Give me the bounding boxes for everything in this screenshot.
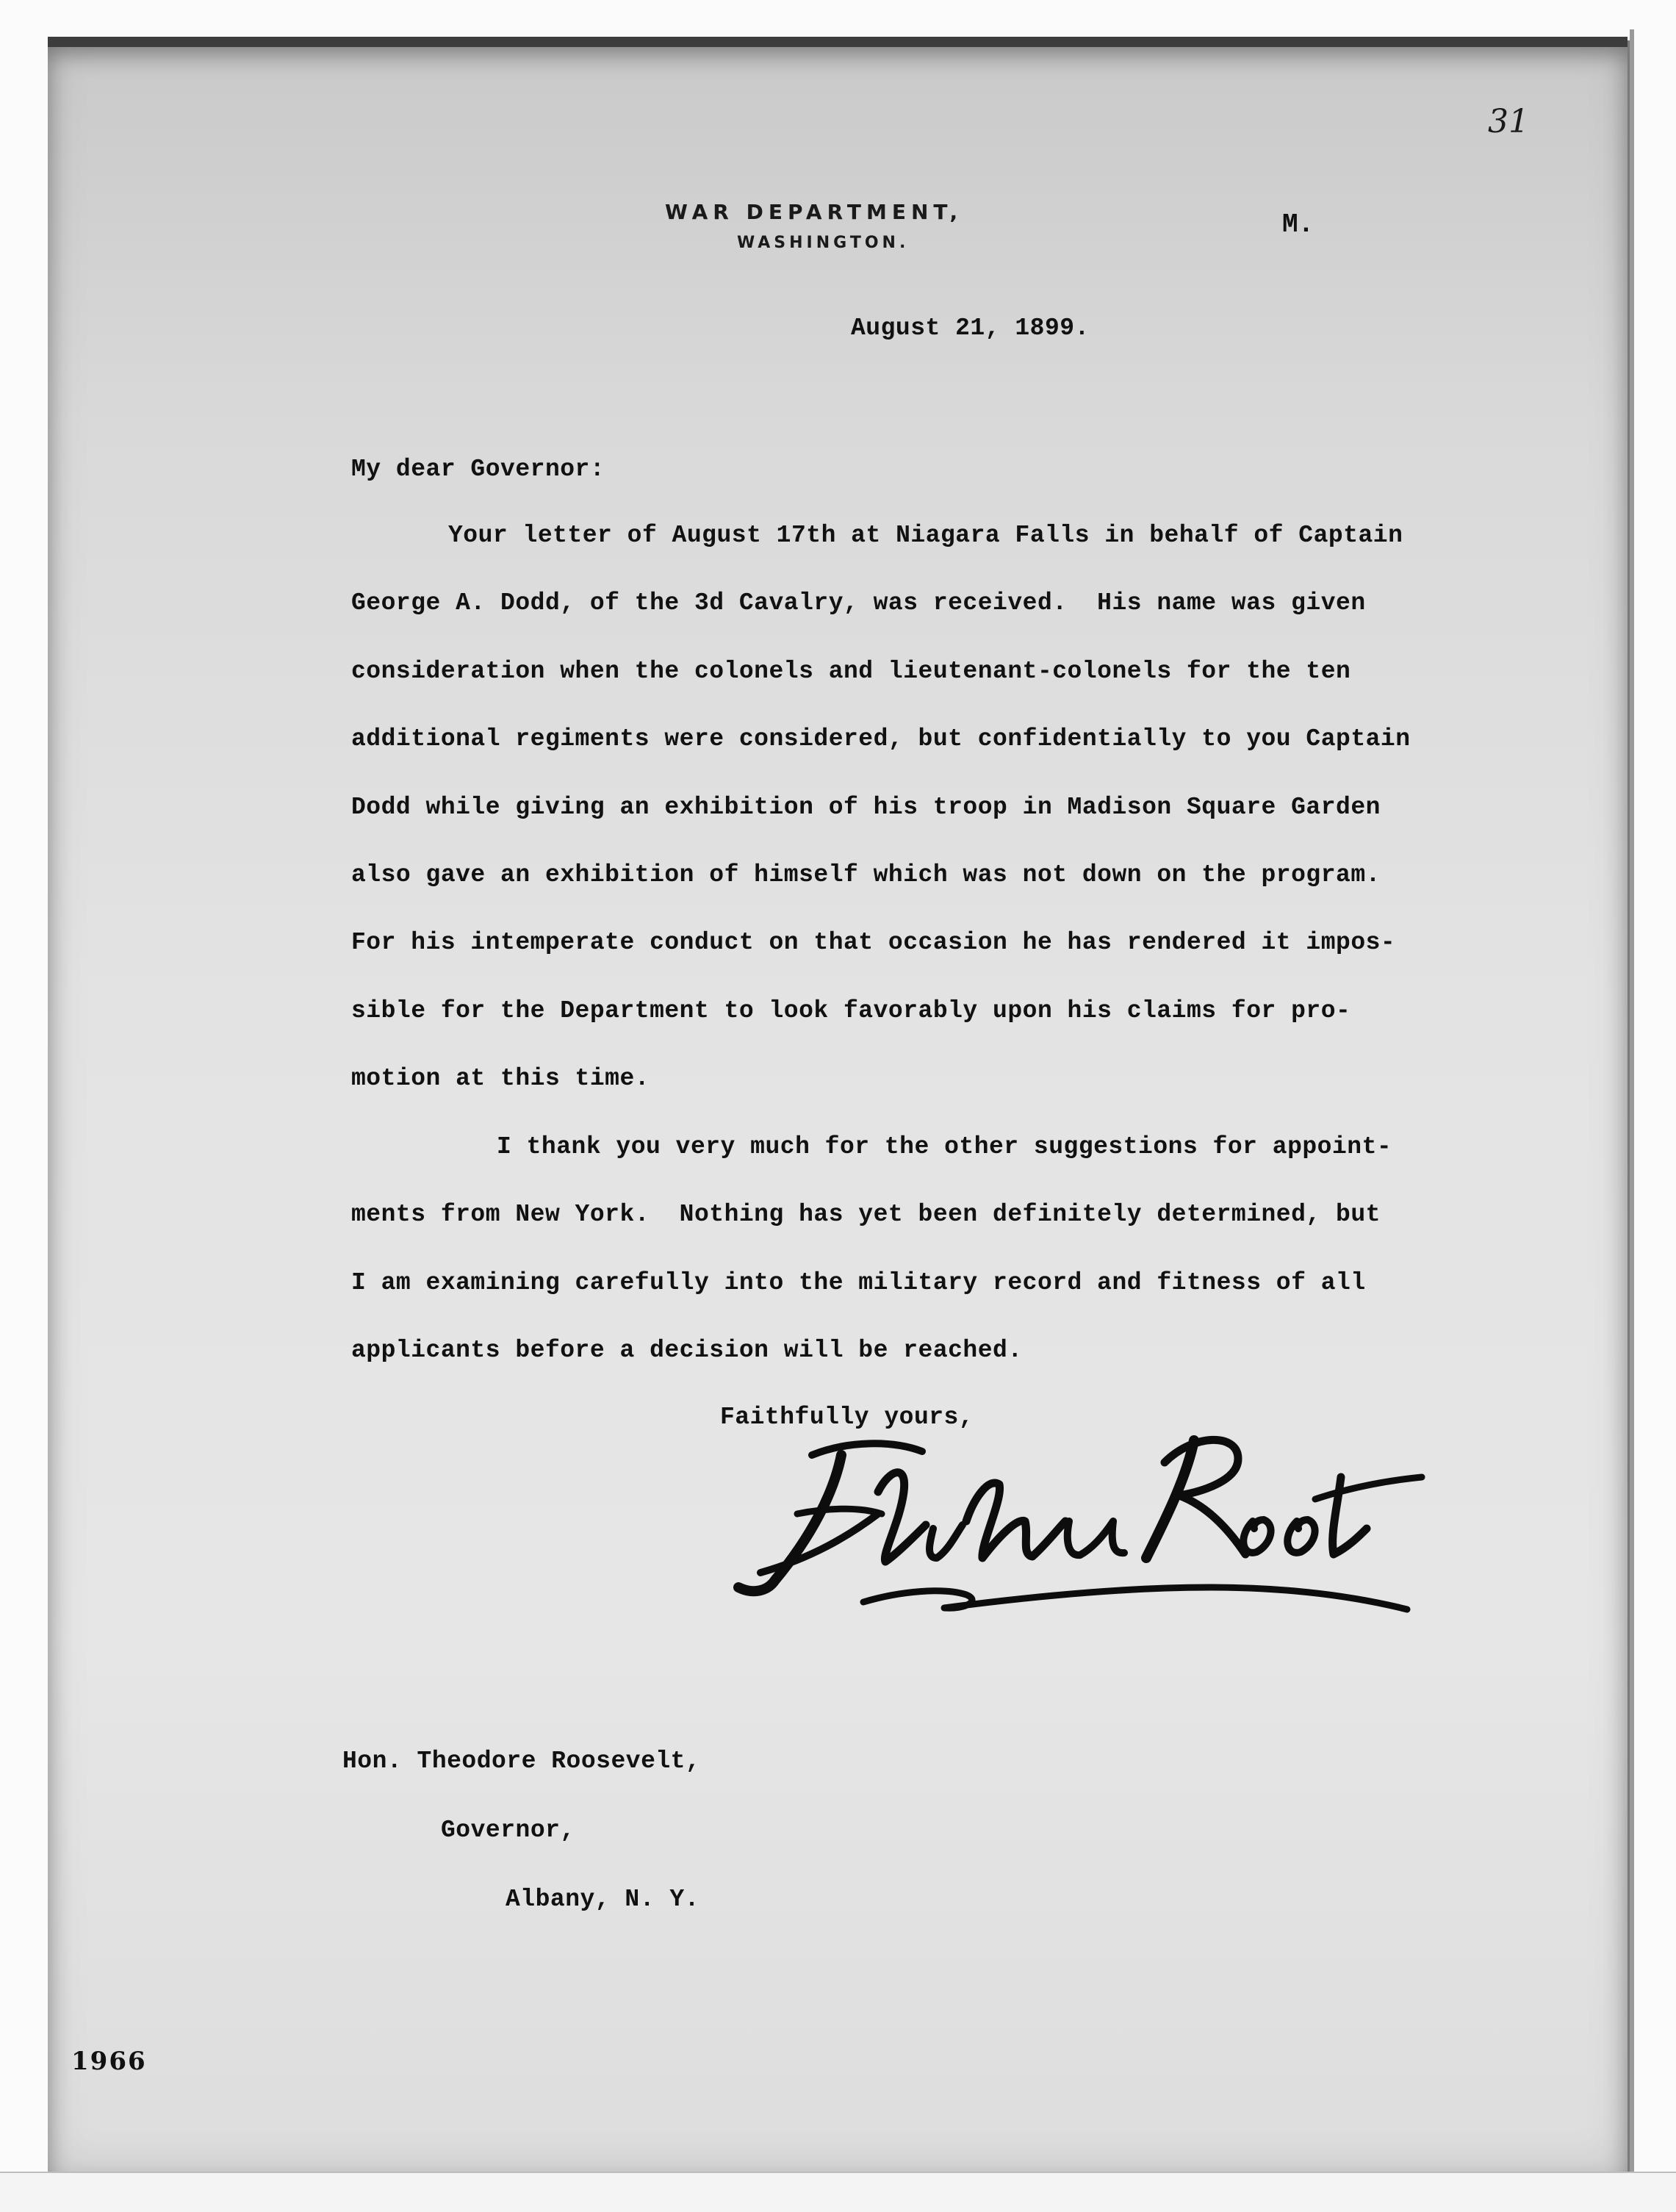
archive-page-number: 1966 bbox=[71, 2047, 147, 2076]
body-line-4: additional regiments were considered, but confidentially to you Captain bbox=[351, 725, 1411, 753]
letter-date: August 21, 1899. bbox=[851, 315, 1090, 342]
letterhead-department: WAR DEPARTMENT, bbox=[665, 200, 963, 224]
addressee-name: Hon. Theodore Roosevelt, bbox=[342, 1748, 701, 1775]
body-line-2: George A. Dodd, of the 3d Cavalry, was received. His name was given bbox=[351, 589, 1366, 617]
body-line-1: Your letter of August 17th at Niagara Falls in behalf of Captain bbox=[448, 522, 1403, 549]
scan-top-edge bbox=[48, 37, 1628, 47]
addressee-place: Albany, N. Y. bbox=[506, 1886, 699, 1913]
body-line-11: ments from New York. Nothing has yet been definitely determined, but bbox=[351, 1201, 1381, 1228]
body-line-9: motion at this time. bbox=[351, 1065, 650, 1092]
scan-right-edge bbox=[1630, 29, 1634, 2183]
body-line-5: Dodd while giving an exhibition of his troop in Madison Square Garden bbox=[351, 794, 1381, 821]
file-mark: M. bbox=[1282, 209, 1314, 240]
body-line-7: For his intemperate conduct on that occasion he has rendered it impos- bbox=[351, 929, 1396, 956]
closing: Faithfully yours, bbox=[720, 1404, 974, 1431]
corner-page-note: 31 bbox=[1488, 103, 1529, 140]
scan-bottom-margin bbox=[0, 2172, 1676, 2212]
salutation: My dear Governor: bbox=[351, 456, 605, 483]
addressee-title: Governor, bbox=[441, 1817, 575, 1844]
body-line-13: applicants before a decision will be reached. bbox=[351, 1337, 1023, 1364]
body-line-12: I am examining carefully into the military record and fitness of all bbox=[351, 1269, 1366, 1296]
body-line-8: sible for the Department to look favorably upon his claims for pro- bbox=[351, 997, 1351, 1024]
letterhead-city: WASHINGTON. bbox=[737, 234, 910, 252]
signature bbox=[724, 1411, 1429, 1639]
body-line-6: also gave an exhibition of himself which was not down on the program. bbox=[351, 861, 1381, 888]
letter-sheet bbox=[48, 40, 1630, 2172]
body-line-10: I thank you very much for the other suggestions for appoint- bbox=[497, 1133, 1392, 1160]
body-line-3: consideration when the colonels and lieutenant-colonels for the ten bbox=[351, 658, 1351, 685]
